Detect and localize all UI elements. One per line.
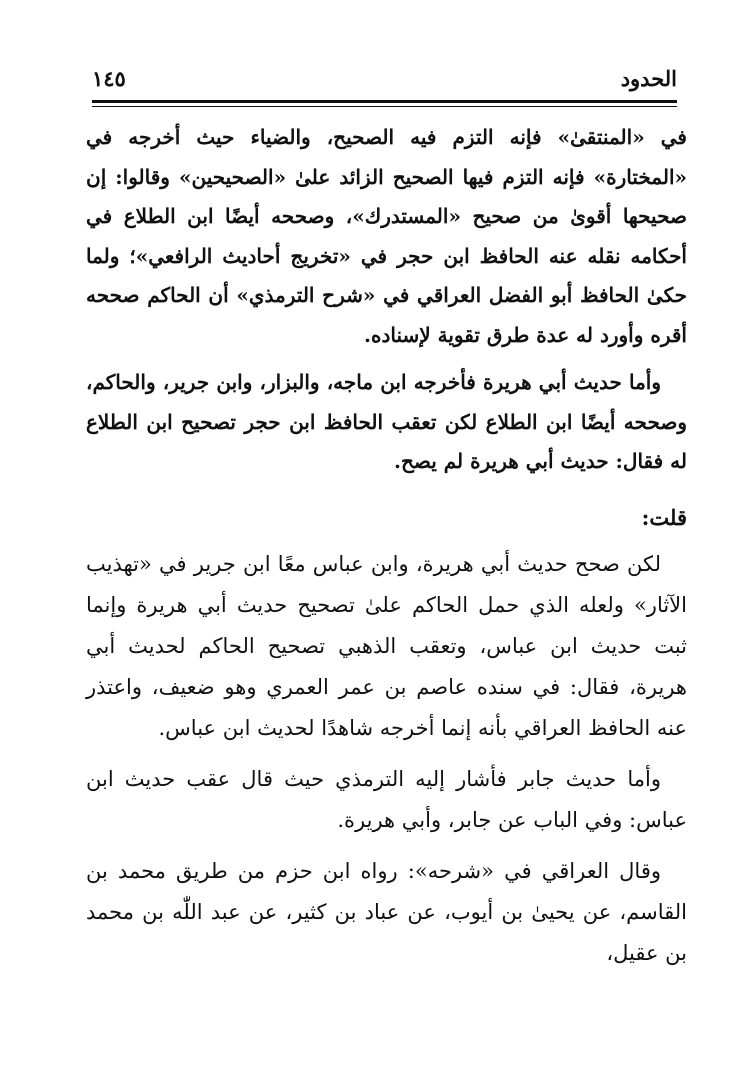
paragraph-iraqi: وقال العراقي في «شرحه»: رواه ابن حزم من طريق محمد بن القاسم، عن يحيىٰ بن أيوب، عن عباد بن كثير، عن عبد اللّٰه بن محمد بن عقيل، (86, 858, 687, 965)
header-rule-thick (92, 100, 677, 103)
section-heading-qult: قلت: (641, 504, 687, 530)
running-header (92, 62, 677, 94)
chapter-title: الحدود (620, 66, 677, 91)
paragraph-abu-hurayra: وأما حديث أبي هريرة فأخرجه ابن ماجه، والبزار، وابن جرير، والحاكم، وصححه أيضًا ابن الطلاع لكن تعقب الحافظ ابن حجر تصحيح ابن الطلاع له فقال: حديث أبي هريرة لم يصح. (86, 370, 687, 473)
header-rule-thin (92, 106, 677, 107)
paragraph-commentary: لكن صحح حديث أبي هريرة، وابن عباس معًا ابن جرير في «تهذيب الآثار» ولعله الذي حمل الحاكم علىٰ تصحيح حديث أبي هريرة وإنما ثبت حديث ابن عباس، وتعقب الذهبي تصحيح الحاكم لحديث أبي هريرة، فقال: في سنده عاصم بن عمر العمري وهو ضعيف، واعتذر عنه الحافظ العراقي بأنه إنما أخرجه شاهدًا لحديث ابن عباس. (86, 551, 687, 740)
paragraph-jabir: وأما حديث جابر فأشار إليه الترمذي حيث قال عقب حديث ابن عباس: وفي الباب عن جابر، وأبي هريرة. (86, 766, 687, 832)
page-number: ١٤٥ (92, 66, 126, 91)
body-text (86, 118, 687, 974)
paragraph-hadith-sources: في «المنتقىٰ» فإنه التزم فيه الصحيح، والضياء حيث أخرجه في «المختارة» فإنه التزم فيها الصحيح الزائد علىٰ «الصحيحين» وقالوا: إن صحيحها أقوىٰ من صحيح «المستدرك»، وصححه أيضًا ابن الطلاع في أحكامه نقله عنه الحافظ ابن حجر في «تخريج أحاديث الرافعي»؛ ولما حكىٰ الحافظ أبو الفضل العراقي في «شرح الترمذي» أن الحاكم صححه أقره وأورد له عدة طرق تقوية لإسناده. (86, 125, 687, 347)
